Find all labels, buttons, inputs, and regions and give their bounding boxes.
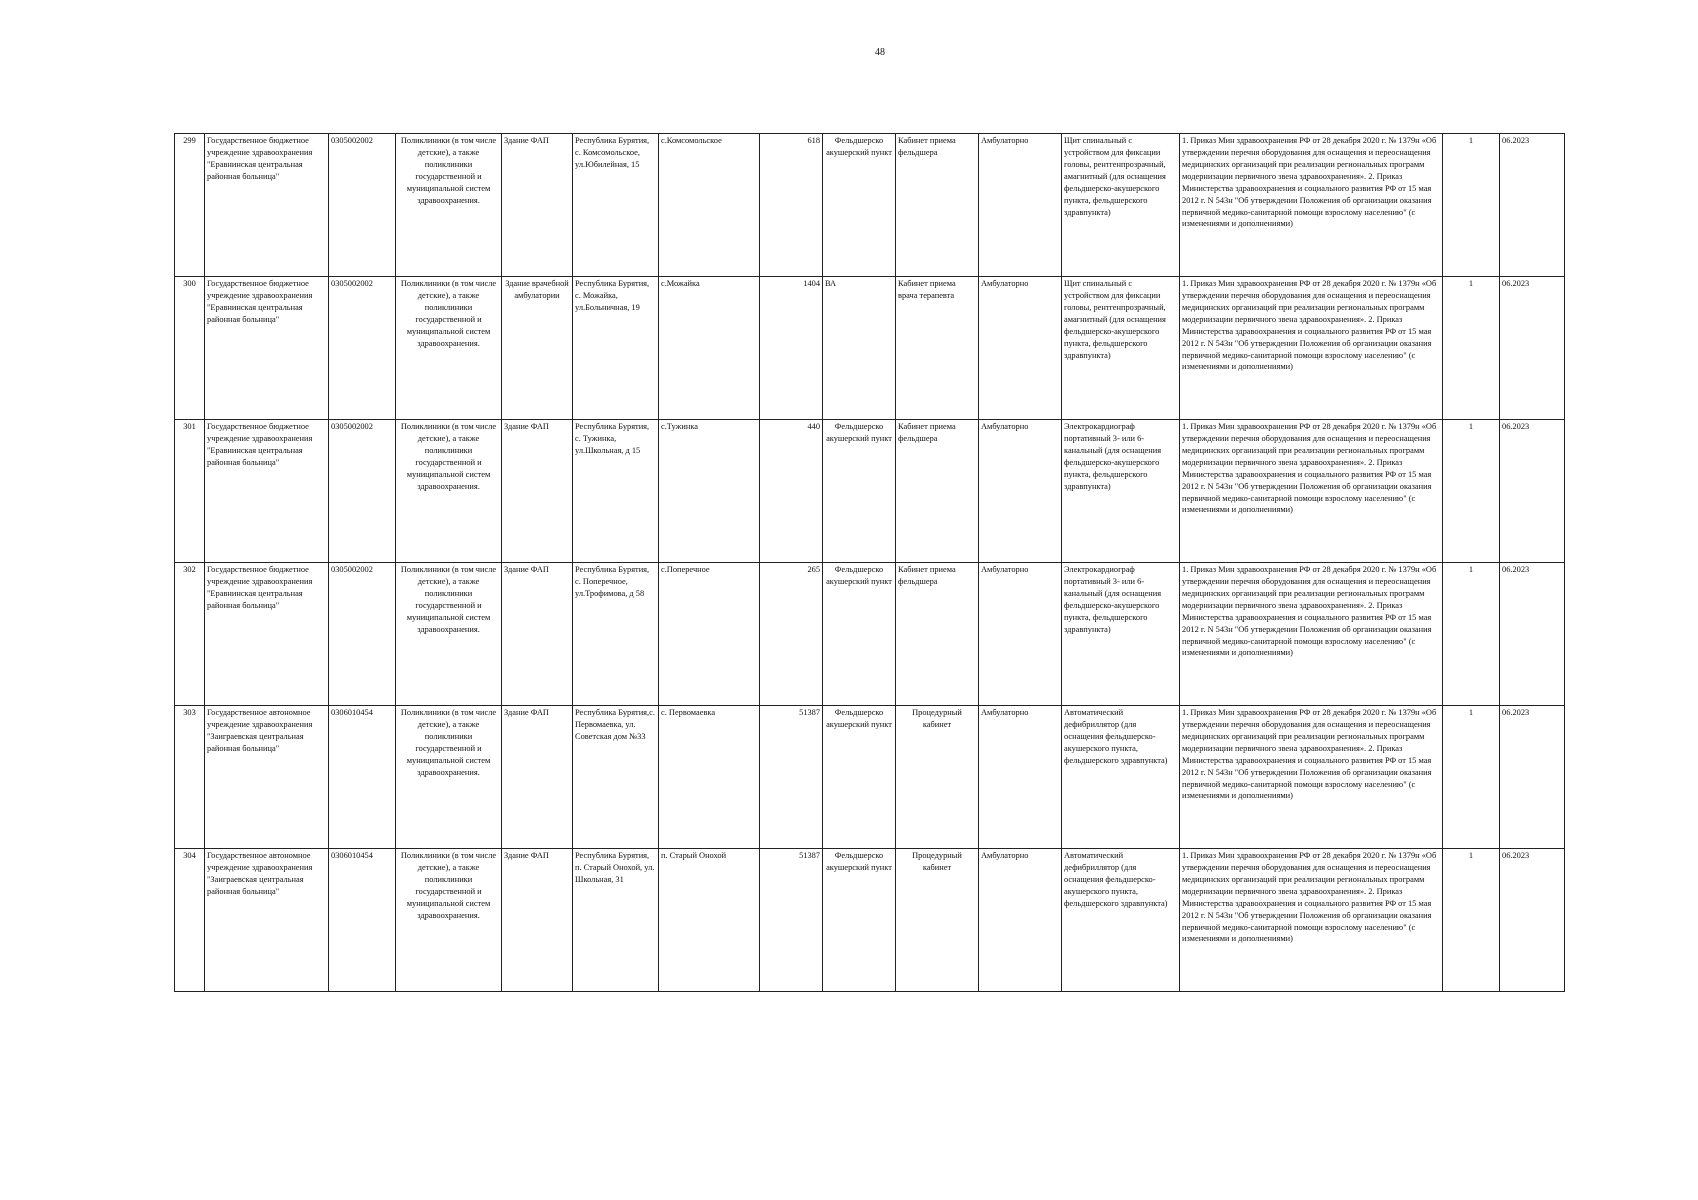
legal-basis-cell: 1. Приказ Мин здравоохранения РФ от 28 декабря 2020 г. № 1379н «Об утверждении перечня оборудования для оснащения и переоснащения медицинских организаций при реализации региональных программ модернизации первичного звена здравоохранения». 2. Приказ Министерства здравоохранения и социального развития РФ от 15 мая 2012 г. N 543н "Об утверждении Положения об организации оказания первичной медико-санитарной помощи взрослому населению" (с изменениями и дополнениями) [1180, 706, 1443, 849]
equipment-cell: Электрокардиограф портативный 3- или 6-канальный (для оснащения фельдшерско-акушерского пункта, фельдшерского здравпункта) [1062, 420, 1180, 563]
address-cell: Республика Бурятия, с. Поперечное, ул.Трофимова, д 58 [573, 563, 659, 706]
table-row [175, 706, 1565, 849]
date-cell: 06.2023 [1500, 706, 1565, 849]
equipment-cell: Щит спинальный с устройством для фиксации головы, рентгенпрозрачный, амагнитный (для оснащения фельдшерско-акушерского пункта, фельдшерского здравпункта) [1062, 134, 1180, 277]
equipment-cell: Электрокардиограф портативный 3- или 6-канальный (для оснащения фельдшерско-акушерского пункта, фельдшерского здравпункта) [1062, 563, 1180, 706]
room-cell: Кабинет приема фельдшера [896, 134, 979, 277]
row-number-cell: 303 [175, 706, 205, 849]
facility-type-cell: Поликлиники (в том числе детские), а также поликлиники государственной и муниципальной систем здравоохранения. [396, 420, 502, 563]
legal-basis-cell: 1. Приказ Мин здравоохранения РФ от 28 декабря 2020 г. № 1379н «Об утверждении перечня оборудования для оснащения и переоснащения медицинских организаций при реализации региональных программ модернизации первичного звена здравоохранения». 2. Приказ Министерства здравоохранения и социального развития РФ от 15 мая 2012 г. N 543н "Об утверждении Положения об организации оказания первичной медико-санитарной помощи взрослому населению" (с изменениями и дополнениями) [1180, 134, 1443, 277]
settlement-cell: с.Поперечное [659, 563, 760, 706]
row-number-cell: 304 [175, 849, 205, 992]
unit-cell: Фельдшерско акушерский пункт [823, 563, 896, 706]
equipment-cell: Автоматический дефибриллятор (для оснащения фельдшерско-акушерского пункта, фельдшерского здравпункта) [1062, 706, 1180, 849]
org-code-cell: 0306010454 [329, 849, 396, 992]
facility-type-cell: Поликлиники (в том числе детские), а также поликлиники государственной и муниципальной систем здравоохранения. [396, 706, 502, 849]
address-cell: Республика Бурятия, п. Старый Онохой, ул. Школьная, 31 [573, 849, 659, 992]
date-cell: 06.2023 [1500, 420, 1565, 563]
table-row [175, 563, 1565, 706]
room-cell: Кабинет приема фельдшера [896, 563, 979, 706]
quantity-cell: 1 [1443, 134, 1500, 277]
care-type-cell: Амбулаторно [979, 563, 1062, 706]
date-cell: 06.2023 [1500, 563, 1565, 706]
facility-type-cell: Поликлиники (в том числе детские), а также поликлиники государственной и муниципальной систем здравоохранения. [396, 849, 502, 992]
organization-cell: Государственное бюджетное учреждение здравоохранения "Еравнинская центральная районная больница" [205, 420, 329, 563]
row-number-cell: 301 [175, 420, 205, 563]
table-row [175, 134, 1565, 277]
legal-basis-cell: 1. Приказ Мин здравоохранения РФ от 28 декабря 2020 г. № 1379н «Об утверждении перечня оборудования для оснащения и переоснащения медицинских организаций при реализации региональных программ модернизации первичного звена здравоохранения». 2. Приказ Министерства здравоохранения и социального развития РФ от 15 мая 2012 г. N 543н "Об утверждении Положения об организации оказания первичной медико-санитарной помощи взрослому населению" (с изменениями и дополнениями) [1180, 849, 1443, 992]
facility-type-cell: Поликлиники (в том числе детские), а также поликлиники государственной и муниципальной систем здравоохранения. [396, 563, 502, 706]
row-number-cell: 299 [175, 134, 205, 277]
building-cell: Здание ФАП [502, 420, 573, 563]
settlement-cell: с. Первомаевка [659, 706, 760, 849]
unit-cell: Фельдшерско акушерский пункт [823, 849, 896, 992]
address-cell: Республика Бурятия, с. Можайка, ул.Больничная, 19 [573, 277, 659, 420]
quantity-cell: 1 [1443, 849, 1500, 992]
population-cell: 618 [760, 134, 823, 277]
organization-cell: Государственное автономное учреждение здравоохранения "Заиграевская центральная районная больница" [205, 849, 329, 992]
care-type-cell: Амбулаторно [979, 420, 1062, 563]
quantity-cell: 1 [1443, 420, 1500, 563]
legal-basis-cell: 1. Приказ Мин здравоохранения РФ от 28 декабря 2020 г. № 1379н «Об утверждении перечня оборудования для оснащения и переоснащения медицинских организаций при реализации региональных программ модернизации первичного звена здравоохранения». 2. Приказ Министерства здравоохранения и социального развития РФ от 15 мая 2012 г. N 543н "Об утверждении Положения об организации оказания первичной медико-санитарной помощи взрослому населению" (с изменениями и дополнениями) [1180, 420, 1443, 563]
quantity-cell: 1 [1443, 277, 1500, 420]
address-cell: Республика Бурятия, с. Комсомольское, ул.Юбилейная, 15 [573, 134, 659, 277]
unit-cell: Фельдшерско акушерский пункт [823, 134, 896, 277]
building-cell: Здание ФАП [502, 849, 573, 992]
building-cell: Здание ФАП [502, 134, 573, 277]
date-cell: 06.2023 [1500, 134, 1565, 277]
room-cell: Процедурный кабинет [896, 706, 979, 849]
organization-cell: Государственное бюджетное учреждение здравоохранения "Еравнинская центральная районная больница" [205, 563, 329, 706]
org-code-cell: 0305002002 [329, 134, 396, 277]
building-cell: Здание врачебной амбулатории [502, 277, 573, 420]
quantity-cell: 1 [1443, 563, 1500, 706]
unit-cell: Фельдшерско акушерский пункт [823, 706, 896, 849]
care-type-cell: Амбулаторно [979, 849, 1062, 992]
table-row [175, 849, 1565, 992]
settlement-cell: п. Старый Онохой [659, 849, 760, 992]
room-cell: Кабинет приема врача терапевта [896, 277, 979, 420]
facility-type-cell: Поликлиники (в том числе детские), а также поликлиники государственной и муниципальной систем здравоохранения. [396, 134, 502, 277]
care-type-cell: Амбулаторно [979, 277, 1062, 420]
org-code-cell: 0305002002 [329, 563, 396, 706]
unit-cell: Фельдшерско акушерский пункт [823, 420, 896, 563]
population-cell: 440 [760, 420, 823, 563]
building-cell: Здание ФАП [502, 563, 573, 706]
population-cell: 1404 [760, 277, 823, 420]
settlement-cell: с.Комсомольское [659, 134, 760, 277]
equipment-cell: Щит спинальный с устройством для фиксации головы, рентгенпрозрачный, амагнитный (для оснащения фельдшерско-акушерского пункта, фельдшерского здравпункта) [1062, 277, 1180, 420]
organization-cell: Государственное бюджетное учреждение здравоохранения "Еравнинская центральная районная больница" [205, 277, 329, 420]
building-cell: Здание ФАП [502, 706, 573, 849]
equipment-cell: Автоматический дефибриллятор (для оснащения фельдшерско-акушерского пункта, фельдшерского здравпункта) [1062, 849, 1180, 992]
legal-basis-cell: 1. Приказ Мин здравоохранения РФ от 28 декабря 2020 г. № 1379н «Об утверждении перечня оборудования для оснащения и переоснащения медицинских организаций при реализации региональных программ модернизации первичного звена здравоохранения». 2. Приказ Министерства здравоохранения и социального развития РФ от 15 мая 2012 г. N 543н "Об утверждении Положения об организации оказания первичной медико-санитарной помощи взрослому населению" (с изменениями и дополнениями) [1180, 563, 1443, 706]
org-code-cell: 0306010454 [329, 706, 396, 849]
population-cell: 51387 [760, 849, 823, 992]
row-number-cell: 302 [175, 563, 205, 706]
quantity-cell: 1 [1443, 706, 1500, 849]
org-code-cell: 0305002002 [329, 420, 396, 563]
page-number: 48 [875, 47, 885, 58]
facility-type-cell: Поликлиники (в том числе детские), а также поликлиники государственной и муниципальной систем здравоохранения. [396, 277, 502, 420]
unit-cell: ВА [823, 277, 896, 420]
date-cell: 06.2023 [1500, 849, 1565, 992]
population-cell: 265 [760, 563, 823, 706]
legal-basis-cell: 1. Приказ Мин здравоохранения РФ от 28 декабря 2020 г. № 1379н «Об утверждении перечня оборудования для оснащения и переоснащения медицинских организаций при реализации региональных программ модернизации первичного звена здравоохранения». 2. Приказ Министерства здравоохранения и социального развития РФ от 15 мая 2012 г. N 543н "Об утверждении Положения об организации оказания первичной медико-санитарной помощи взрослому населению" (с изменениями и дополнениями) [1180, 277, 1443, 420]
care-type-cell: Амбулаторно [979, 706, 1062, 849]
settlement-cell: с.Можайка [659, 277, 760, 420]
table-row [175, 420, 1565, 563]
equipment-registry-table [174, 133, 1565, 992]
organization-cell: Государственное автономное учреждение здравоохранения "Заиграевская центральная районная больница" [205, 706, 329, 849]
table-row [175, 277, 1565, 420]
care-type-cell: Амбулаторно [979, 134, 1062, 277]
room-cell: Кабинет приема фельдшера [896, 420, 979, 563]
date-cell: 06.2023 [1500, 277, 1565, 420]
room-cell: Процедурный кабинет [896, 849, 979, 992]
organization-cell: Государственное бюджетное учреждение здравоохранения "Еравнинская центральная районная больница" [205, 134, 329, 277]
population-cell: 51387 [760, 706, 823, 849]
address-cell: Республика Бурятия, с. Тужинка, ул.Школьная, д 15 [573, 420, 659, 563]
row-number-cell: 300 [175, 277, 205, 420]
address-cell: Республика Бурятия,с. Первомаевка, ул. Советская дом №33 [573, 706, 659, 849]
org-code-cell: 0305002002 [329, 277, 396, 420]
settlement-cell: с.Тужинка [659, 420, 760, 563]
